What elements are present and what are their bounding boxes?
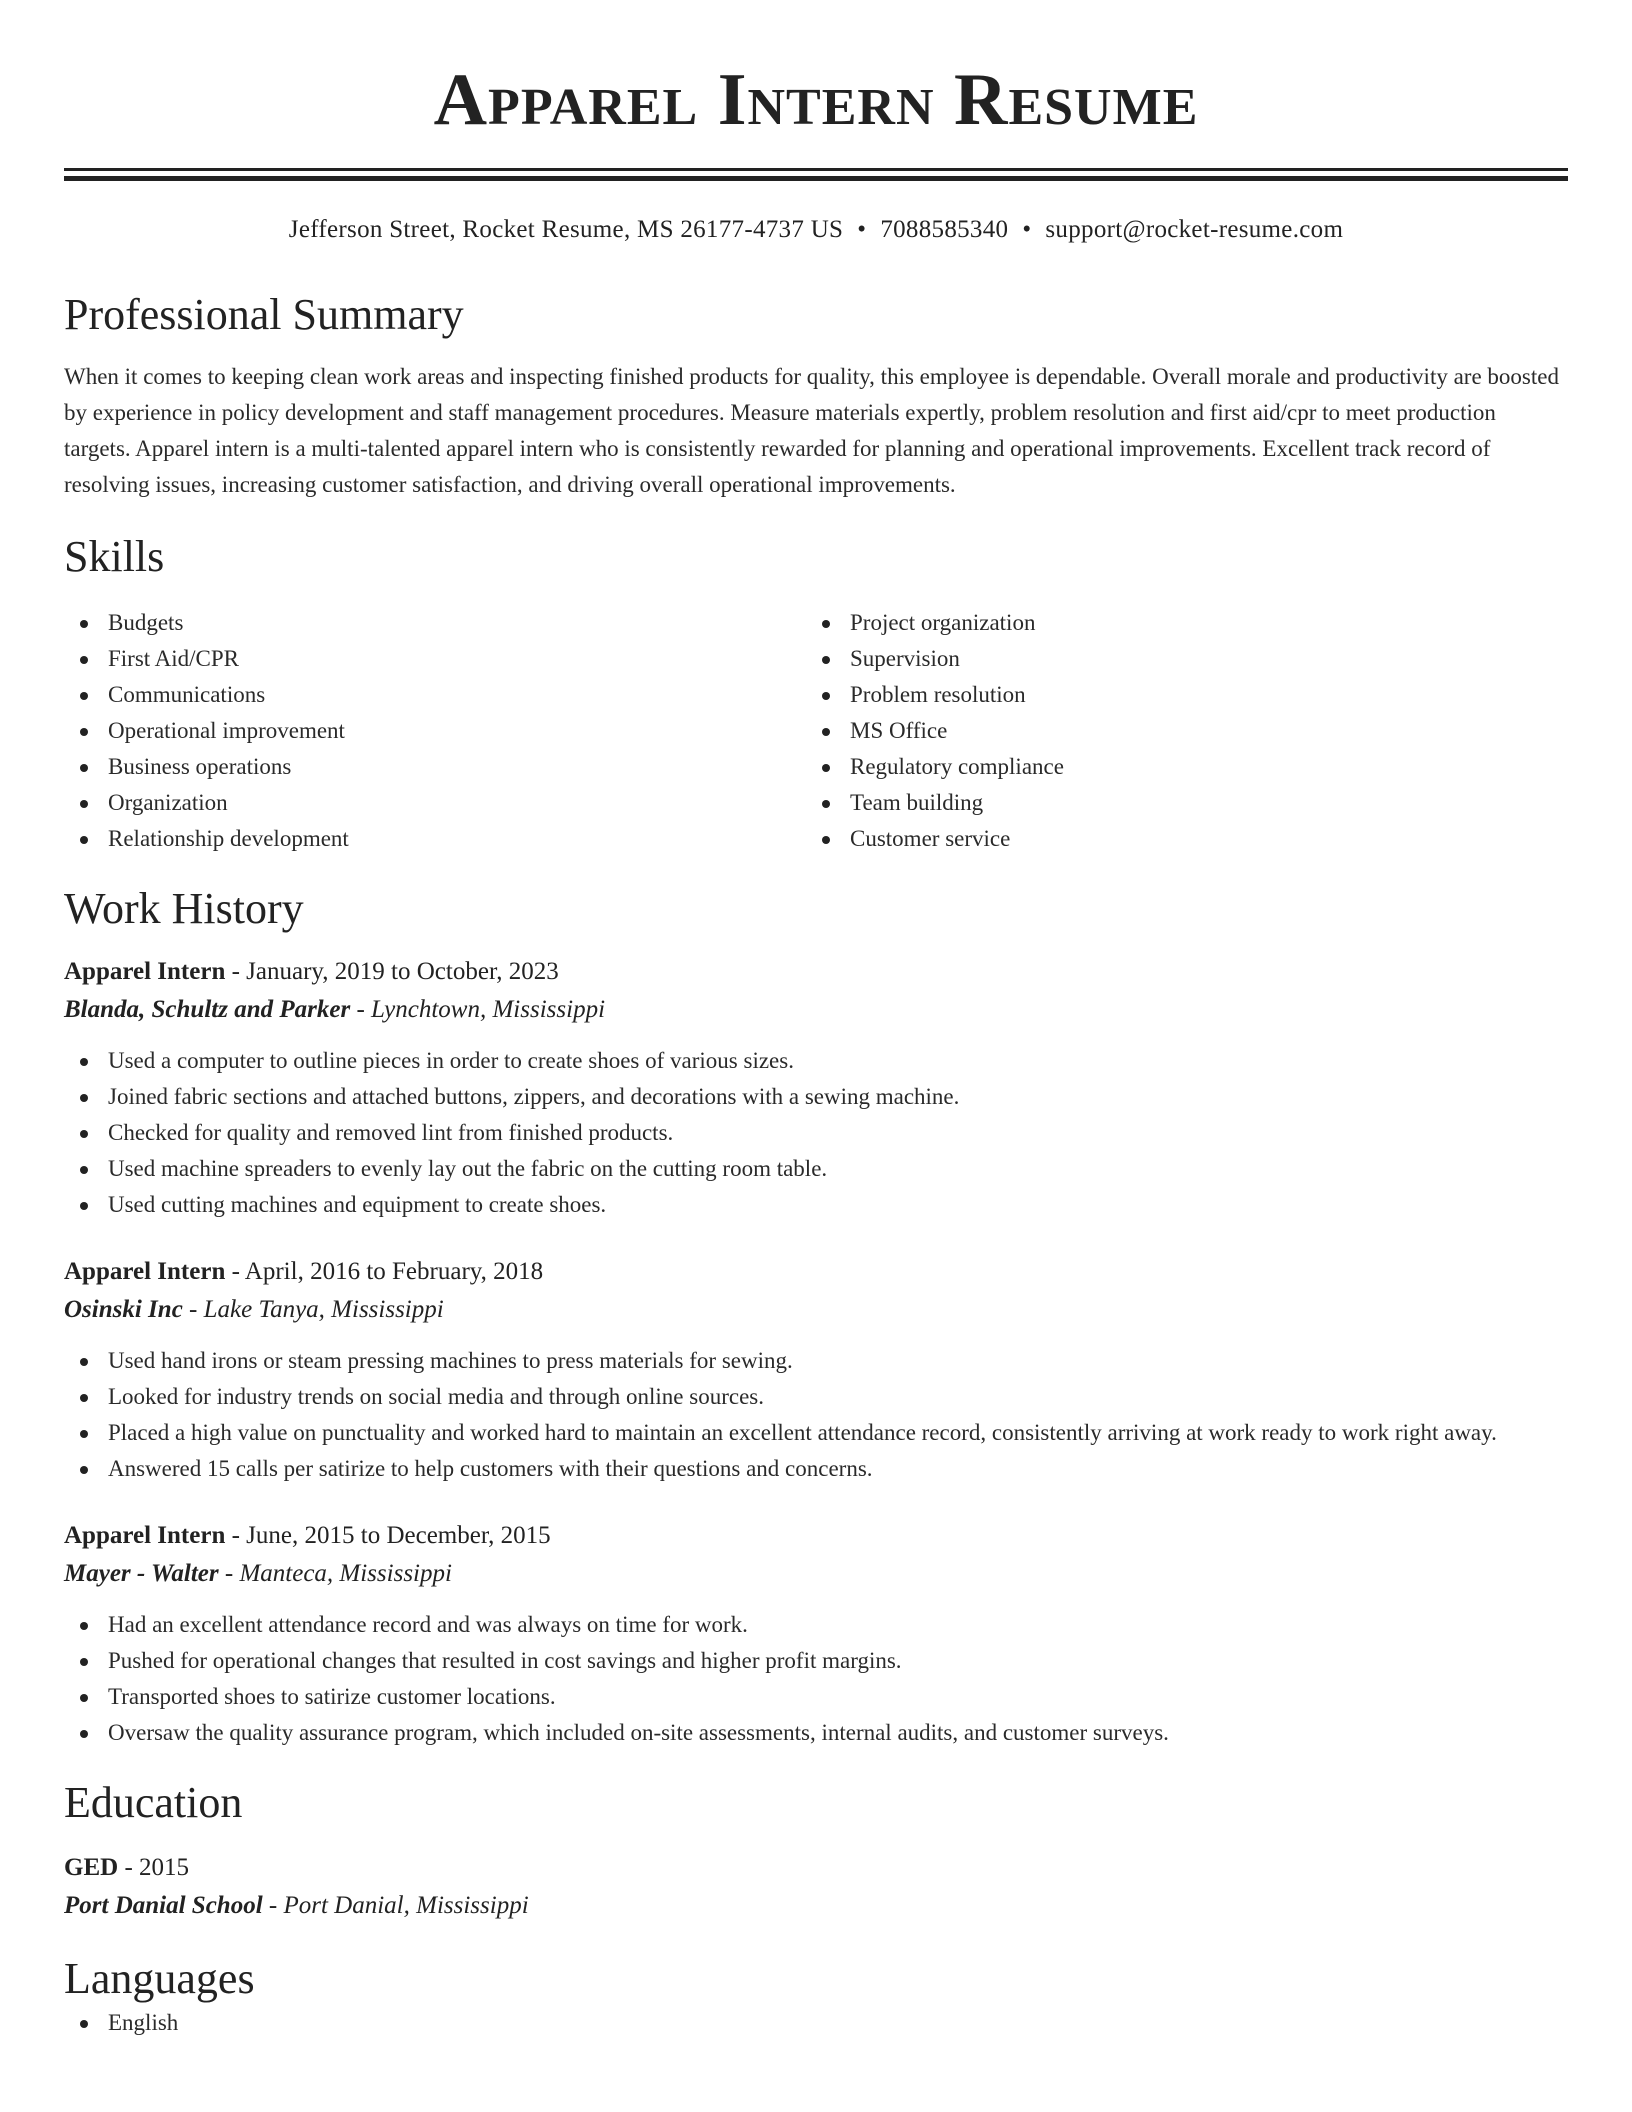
school-name: Port Danial School [64, 1892, 263, 1919]
education-entry [64, 1849, 1568, 1925]
job-duty: Joined fabric sections and attached buttons, zippers, and decorations with a sewing machine. [108, 1079, 1568, 1115]
resume-page [64, 0, 1568, 2041]
job-duty: Used hand irons or steam pressing machines to press materials for sewing. [108, 1343, 1568, 1379]
skill-item: Regulatory compliance [850, 749, 1548, 785]
skill-item: Budgets [108, 605, 806, 641]
school-line [64, 1887, 1568, 1925]
job-dates: - January, 2019 to October, 2023 [225, 958, 559, 985]
summary-text: When it comes to keeping clean work areas and inspecting finished products for quality, this employee is dependable. Overall morale and productivity are boosted by experience in policy development and staff management procedures. Measure materials expertly, problem resolution and first aid/cpr to meet production targets. Apparel intern is a multi-talented apparel intern who is consistently rewarded for planning and operational improvements. Excellent track record of resolving issues, increasing customer satisfaction, and driving overall operational improvements. [64, 364, 1559, 497]
skills-list-left [64, 605, 806, 857]
job-title-line [64, 1253, 1568, 1291]
job-dates: - June, 2015 to December, 2015 [225, 1522, 551, 1549]
contact-line [64, 215, 1568, 245]
job-duties [64, 1607, 1568, 1751]
job-duty: Used machine spreaders to evenly lay out the fabric on the cutting room table. [108, 1151, 1568, 1187]
job-duty: Pushed for operational changes that resulted in cost savings and higher profit margins. [108, 1643, 1568, 1679]
company-line [64, 1555, 1568, 1593]
company-name: Osinski Inc [64, 1296, 183, 1323]
skill-item: Relationship development [108, 821, 806, 857]
skill-item: Operational improvement [108, 713, 806, 749]
contact-separator: • [1022, 216, 1032, 243]
degree-line [64, 1849, 1568, 1887]
skills-heading: Skills [64, 532, 165, 581]
skill-item: Supervision [850, 641, 1548, 677]
job-entry [64, 953, 1568, 1223]
resume-title: Apparel Intern Resume [433, 59, 1199, 141]
job-duty: Answered 15 calls per satirize to help customers with their questions and concerns. [108, 1451, 1568, 1487]
job-entry [64, 1517, 1568, 1751]
company-line [64, 991, 1568, 1029]
skills-columns [64, 605, 1568, 857]
job-dates: - April, 2016 to February, 2018 [225, 1258, 544, 1285]
company-location: - Lynchtown, Mississippi [350, 996, 606, 1023]
work-history-heading: Work History [64, 884, 304, 933]
job-title: Apparel Intern [64, 1522, 226, 1549]
skill-item: Project organization [850, 605, 1548, 641]
company-location: - Lake Tanya, Mississippi [182, 1296, 444, 1323]
job-title-line [64, 1517, 1568, 1555]
job-duty: Oversaw the quality assurance program, which included on-site assessments, internal audits, and customer surveys. [108, 1715, 1568, 1751]
company-location: - Manteca, Mississippi [218, 1560, 452, 1587]
skill-item: First Aid/CPR [108, 641, 806, 677]
job-entry [64, 1253, 1568, 1487]
contact-phone: 7088585340 [880, 216, 1009, 243]
title-divider-thick [64, 176, 1568, 181]
title-divider-thin [64, 168, 1568, 171]
contact-separator: • [857, 216, 867, 243]
languages-heading: Languages [64, 1954, 255, 2003]
school-location: - Port Danial, Mississippi [262, 1892, 529, 1919]
job-duty: Looked for industry trends on social media and through online sources. [108, 1379, 1568, 1415]
job-title-line [64, 953, 1568, 991]
job-duties [64, 1043, 1568, 1223]
job-duty: Placed a high value on punctuality and worked hard to maintain an excellent attendance record, consistently arriving at work ready to work right away. [108, 1415, 1568, 1451]
company-name: Mayer - Walter [64, 1560, 219, 1587]
languages-list [64, 2005, 1568, 2041]
job-duties [64, 1343, 1568, 1487]
degree-year: - 2015 [118, 1854, 190, 1881]
skill-item: Problem resolution [850, 677, 1548, 713]
job-duty: Had an excellent attendance record and was always on time for work. [108, 1607, 1568, 1643]
education-heading: Education [64, 1778, 243, 1827]
job-duty: Used cutting machines and equipment to create shoes. [108, 1187, 1568, 1223]
skill-item: Organization [108, 785, 806, 821]
summary-heading: Professional Summary [64, 290, 464, 339]
job-duty: Used a computer to outline pieces in order to create shoes of various sizes. [108, 1043, 1568, 1079]
company-name: Blanda, Schultz and Parker [64, 996, 351, 1023]
language-item: English [108, 2005, 1568, 2041]
company-line [64, 1291, 1568, 1329]
job-title: Apparel Intern [64, 1258, 226, 1285]
job-duty: Transported shoes to satirize customer locations. [108, 1679, 1568, 1715]
skill-item: MS Office [850, 713, 1548, 749]
skills-list-right [806, 605, 1548, 857]
skill-item: Team building [850, 785, 1548, 821]
contact-address: Jefferson Street, Rocket Resume, MS 26177-4737 US [288, 216, 844, 243]
contact-email: support@rocket-resume.com [1045, 216, 1344, 243]
job-duty: Checked for quality and removed lint from finished products. [108, 1115, 1568, 1151]
degree: GED [64, 1854, 119, 1881]
skill-item: Communications [108, 677, 806, 713]
skill-item: Customer service [850, 821, 1548, 857]
job-title: Apparel Intern [64, 958, 226, 985]
skill-item: Business operations [108, 749, 806, 785]
